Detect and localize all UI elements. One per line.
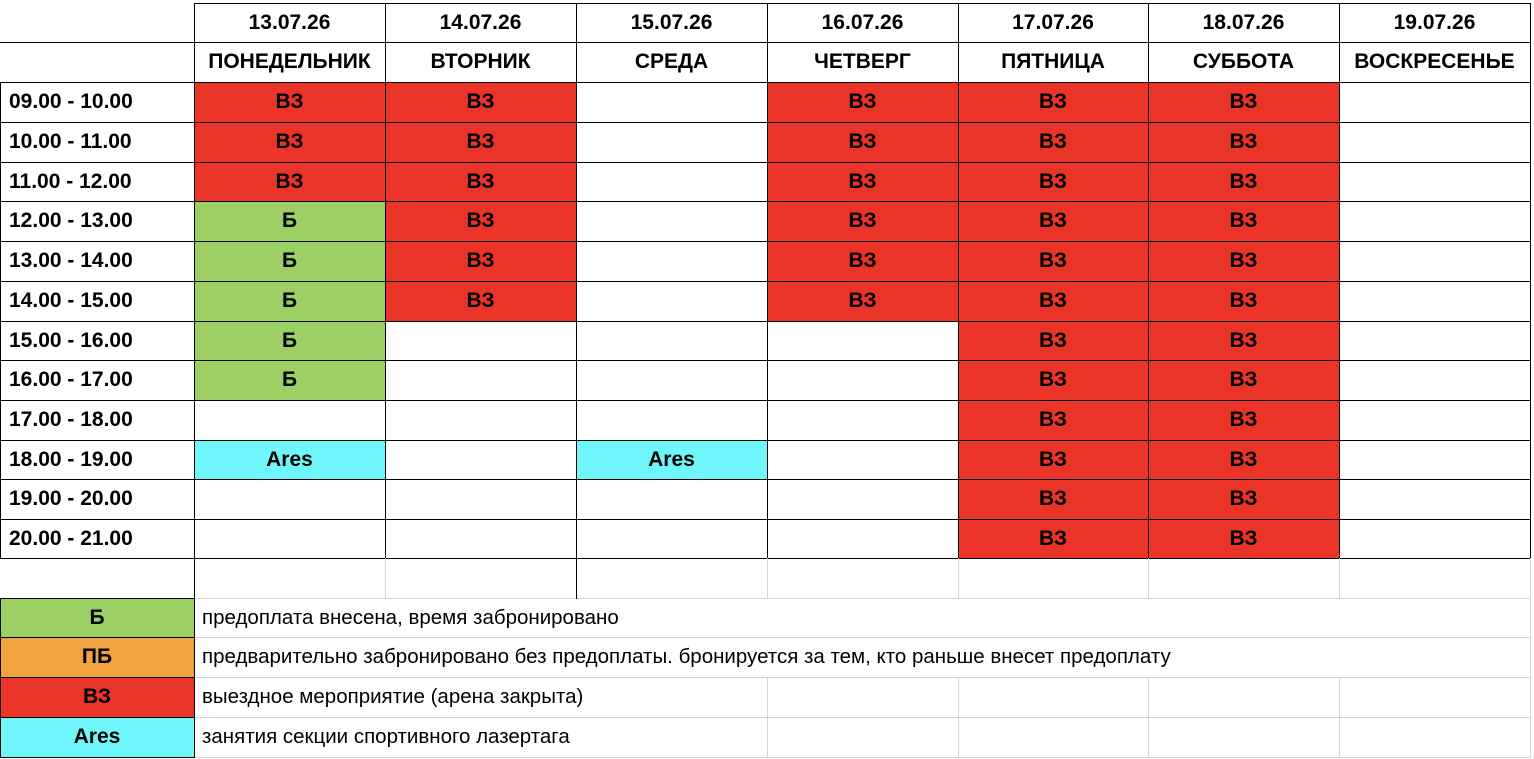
booking-cell[interactable]: Б [194,201,385,241]
empty-cell[interactable] [0,558,194,598]
weekday-header[interactable]: ВТОРНИК [430,50,531,73]
time-slot-label[interactable]: 09.00 - 10.00 [9,90,133,113]
date-header[interactable]: 17.07.26 [1012,10,1094,34]
empty-cell[interactable] [576,162,767,201]
grid-line [576,558,577,599]
legend-swatch[interactable]: Б [0,598,194,637]
booking-cell[interactable]: ВЗ [385,241,576,281]
time-slot-label[interactable]: 12.00 - 13.00 [9,209,133,232]
grid-line [0,82,1,559]
grid-line [958,558,959,599]
empty-cell[interactable] [1148,558,1339,598]
booking-cell[interactable]: Б [194,241,385,281]
weekday-header[interactable]: ПОНЕДЕЛЬНИК [208,50,371,73]
time-slot-label[interactable]: 19.00 - 20.00 [9,487,133,510]
empty-cell[interactable] [767,321,958,360]
grid-line [194,717,1531,718]
booking-cell[interactable]: ВЗ [1148,122,1339,162]
time-slot-label[interactable]: 18.00 - 19.00 [9,447,133,471]
booking-cell[interactable]: ВЗ [767,201,958,241]
date-header[interactable]: 15.07.26 [630,10,713,34]
empty-cell[interactable] [1339,479,1530,519]
grid-line [0,162,1531,163]
booking-cell[interactable]: ВЗ [958,519,1148,558]
grid-line [0,360,1531,361]
empty-cell[interactable] [1339,440,1530,479]
empty-cell[interactable] [767,440,958,479]
booking-cell[interactable]: ВЗ [385,122,576,162]
booking-cell[interactable]: ВЗ [1148,479,1339,519]
legend-description[interactable]: выездное мероприятие (арена закрыта) [202,685,584,708]
booking-cell[interactable]: ВЗ [385,281,576,321]
empty-cell[interactable] [1339,360,1530,400]
empty-cell[interactable] [1339,519,1530,558]
date-header[interactable]: 14.07.26 [439,10,522,34]
empty-cell[interactable] [1339,241,1530,281]
grid-line [1148,677,1149,758]
empty-cell[interactable] [576,400,767,440]
time-slot-label[interactable]: 14.00 - 15.00 [9,289,133,312]
booking-cell[interactable]: ВЗ [1148,360,1339,400]
grid-line [194,3,1531,4]
empty-cell[interactable] [194,479,385,519]
grid-line [194,3,195,559]
empty-cell[interactable] [958,558,1148,598]
grid-line [0,82,1531,83]
empty-cell[interactable] [194,519,385,558]
grid-line [194,598,1531,599]
booking-cell[interactable]: ВЗ [1148,281,1339,321]
booking-cell[interactable]: ВЗ [958,241,1148,281]
empty-cell[interactable] [385,519,576,558]
booking-cell[interactable]: ВЗ [1148,201,1339,241]
empty-cell[interactable] [1339,558,1530,598]
empty-cell[interactable] [576,241,767,281]
legend-swatch[interactable]: Ares [0,717,194,757]
grid-line [385,3,386,559]
empty-cell[interactable] [576,519,767,558]
time-slot-label[interactable]: 17.00 - 18.00 [9,408,133,431]
grid-line [1530,3,1531,559]
weekday-header[interactable]: ВОСКРЕСЕНЬЕ [1354,50,1515,73]
empty-cell[interactable] [576,558,767,598]
empty-cell[interactable] [194,558,385,598]
time-slot-label[interactable]: 16.00 - 17.00 [9,368,133,391]
grid-line [0,677,195,678]
grid-line [0,598,195,599]
empty-cell[interactable] [576,82,767,122]
empty-cell[interactable] [1339,281,1530,321]
booking-cell[interactable]: ВЗ [767,82,958,122]
grid-line [194,677,1531,678]
empty-cell[interactable] [1339,400,1530,440]
grid-line [0,637,195,638]
booking-cell[interactable]: ВЗ [385,201,576,241]
empty-cell[interactable] [576,360,767,400]
time-slot-label[interactable]: 11.00 - 12.00 [9,169,132,193]
empty-cell[interactable] [576,281,767,321]
empty-cell[interactable] [576,201,767,241]
grid-line [0,42,1531,43]
time-slot-label[interactable]: 13.00 - 14.00 [9,249,133,272]
booking-cell[interactable]: Ares [194,440,385,479]
booking-cell[interactable]: ВЗ [1148,82,1339,122]
grid-line [0,519,1531,520]
booking-cell[interactable]: ВЗ [385,82,576,122]
empty-cell[interactable] [1339,201,1530,241]
grid-line [958,677,959,758]
booking-cell[interactable]: ВЗ [1148,241,1339,281]
booking-cell[interactable]: Ares [576,440,767,479]
booking-cell[interactable]: ВЗ [958,400,1148,440]
booking-cell[interactable]: ВЗ [958,479,1148,519]
time-slot-label[interactable]: 15.00 - 16.00 [9,328,133,352]
empty-cell[interactable] [767,519,958,558]
empty-cell[interactable] [767,400,958,440]
empty-cell[interactable] [576,122,767,162]
booking-cell[interactable]: ВЗ [958,82,1148,122]
empty-cell[interactable] [1339,321,1530,360]
legend-description[interactable]: занятия секции спортивного лазертага [202,725,570,748]
empty-cell[interactable] [194,400,385,440]
booking-cell[interactable]: ВЗ [1148,440,1339,479]
weekday-header[interactable]: ПЯТНИЦА [1001,50,1105,73]
grid-line [194,637,1531,638]
booking-cell[interactable]: Б [194,360,385,400]
booking-cell[interactable]: ВЗ [767,241,958,281]
empty-cell[interactable] [385,400,576,440]
grid-line [0,757,195,758]
empty-cell[interactable] [1339,82,1530,122]
booking-cell[interactable]: ВЗ [194,122,385,162]
booking-cell[interactable]: ВЗ [958,201,1148,241]
empty-cell[interactable] [385,558,576,598]
booking-cell[interactable]: ВЗ [958,281,1148,321]
booking-cell[interactable]: ВЗ [194,162,385,201]
date-header[interactable]: 18.07.26 [1202,10,1285,34]
date-header[interactable]: 16.07.26 [821,10,904,34]
weekday-header[interactable]: ЧЕТВЕРГ [814,50,911,73]
legend-description[interactable]: предоплата внесена, время забронировано [202,605,619,629]
grid-line [0,281,1531,282]
booking-cell[interactable]: ВЗ [958,360,1148,400]
time-slot-label[interactable]: 10.00 - 11.00 [9,130,132,153]
weekday-header[interactable]: СРЕДА [634,50,709,73]
empty-cell[interactable] [1339,122,1530,162]
booking-cell[interactable]: ВЗ [958,440,1148,479]
grid-line [0,241,1531,242]
legend-swatch[interactable]: ВЗ [0,677,194,717]
grid-line [0,558,1531,559]
grid-line [0,440,1531,441]
booking-cell[interactable]: ВЗ [958,162,1148,201]
grid-line [194,757,1531,758]
booking-cell[interactable]: ВЗ [958,122,1148,162]
empty-cell[interactable] [767,479,958,519]
date-header[interactable]: 19.07.26 [1393,10,1476,34]
grid-line [767,677,768,758]
empty-cell[interactable] [767,360,958,400]
grid-line [1339,558,1340,599]
empty-cell[interactable] [385,479,576,519]
grid-line [0,479,1531,480]
booking-cell[interactable]: ВЗ [1148,400,1339,440]
booking-cell[interactable]: ВЗ [1148,519,1339,558]
booking-cell[interactable]: ВЗ [1148,162,1339,201]
grid-line [0,598,1,758]
weekday-header[interactable]: СУББОТА [1192,50,1295,73]
empty-cell[interactable] [767,558,958,598]
empty-cell[interactable] [576,479,767,519]
empty-cell[interactable] [385,321,576,360]
booking-cell[interactable]: ВЗ [767,281,958,321]
grid-line [1148,558,1149,599]
grid-line [767,558,768,599]
grid-line [958,3,959,559]
grid-line [385,558,386,599]
booking-cell[interactable]: ВЗ [194,82,385,122]
empty-cell[interactable] [1339,162,1530,201]
grid-line [194,558,195,758]
booking-cell[interactable]: ВЗ [1148,321,1339,360]
grid-line [576,3,577,559]
grid-line [0,400,1531,401]
empty-cell[interactable] [385,440,576,479]
date-header[interactable]: 13.07.26 [248,10,331,34]
booking-cell[interactable]: ВЗ [767,162,958,201]
grid-line [0,201,1531,202]
booking-cell[interactable]: ВЗ [767,122,958,162]
legend-swatch[interactable]: ПБ [0,637,194,677]
grid-line [1530,558,1531,758]
booking-cell[interactable]: ВЗ [385,162,576,201]
empty-cell[interactable] [385,360,576,400]
grid-line [1339,677,1340,758]
empty-cell[interactable] [576,321,767,360]
legend-description[interactable]: предварительно забронировано без предоплаты. бронируется за тем, кто раньше внесет предоплату [202,645,1171,668]
grid-line [1148,3,1149,559]
booking-cell[interactable]: ВЗ [958,321,1148,360]
grid-line [0,321,1531,322]
booking-cell[interactable]: Б [194,321,385,360]
time-slot-label[interactable]: 20.00 - 21.00 [9,526,133,550]
grid-line [767,3,768,559]
grid-line [0,717,195,718]
booking-cell[interactable]: Б [194,281,385,321]
grid-line [1339,3,1340,559]
grid-line [0,122,1531,123]
